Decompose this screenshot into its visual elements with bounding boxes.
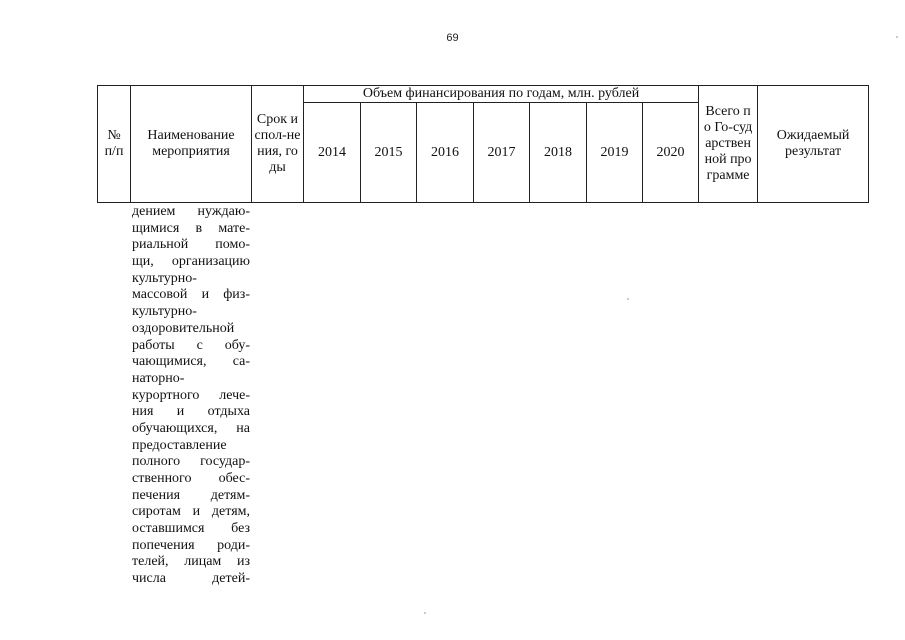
header-year-2020: 2020 [643,103,699,203]
text-line: культурно- [132,304,197,320]
header-year-2016: 2016 [417,103,474,203]
text-line: попечения роди- [132,537,250,553]
activity-description-text [132,204,250,588]
text-line: дением нуждаю- [132,204,250,219]
header-funding-group: Объем финансирования по годам, млн. рублей [304,86,699,103]
text-line: работы с обу- [132,337,250,353]
program-header-table [97,85,869,203]
header-activity-name: Наименование мероприятия [131,86,252,203]
text-line: курортного лече- [132,387,250,403]
header-year-2018: 2018 [530,103,587,203]
text-line: ния и отдыха [132,404,250,420]
scan-speck [424,612,426,614]
header-year-2015: 2015 [361,103,417,203]
header-year-2017: 2017 [474,103,530,203]
text-line: оставшимся без [132,521,250,537]
header-total: Всего по Го-сударственной программе [699,86,758,203]
text-line: культурно- [132,270,197,286]
header-number: № п/п [98,86,131,203]
text-line: ственного обес- [132,471,250,486]
text-line: обучающихся, на [132,420,250,436]
text-line: наторно- [132,370,185,386]
page-number: 69 [446,32,459,44]
text-line: числа детей- [132,571,250,587]
text-line: массовой и физ- [132,287,250,303]
header-expected-result: Ожидаемый результат [758,86,869,203]
text-line: чающимися, са- [132,354,250,370]
text-line: риальной помо- [132,237,250,253]
text-line: полного государ- [132,454,250,470]
text-line: предоставление [132,437,227,453]
scan-speck [627,298,629,300]
text-line: телей, лицам из [132,554,250,570]
text-line: щимися в мате- [132,220,250,236]
header-term: Срок испол-нения, годы [252,86,304,203]
text-line: сиротам и детям, [132,504,250,520]
text-line: щи, организацию [132,254,250,270]
text-line: оздоровительной [132,320,235,336]
header-year-2019: 2019 [587,103,643,203]
text-line: печения детям- [132,487,250,503]
header-year-2014: 2014 [304,103,361,203]
scan-speck [896,36,898,38]
